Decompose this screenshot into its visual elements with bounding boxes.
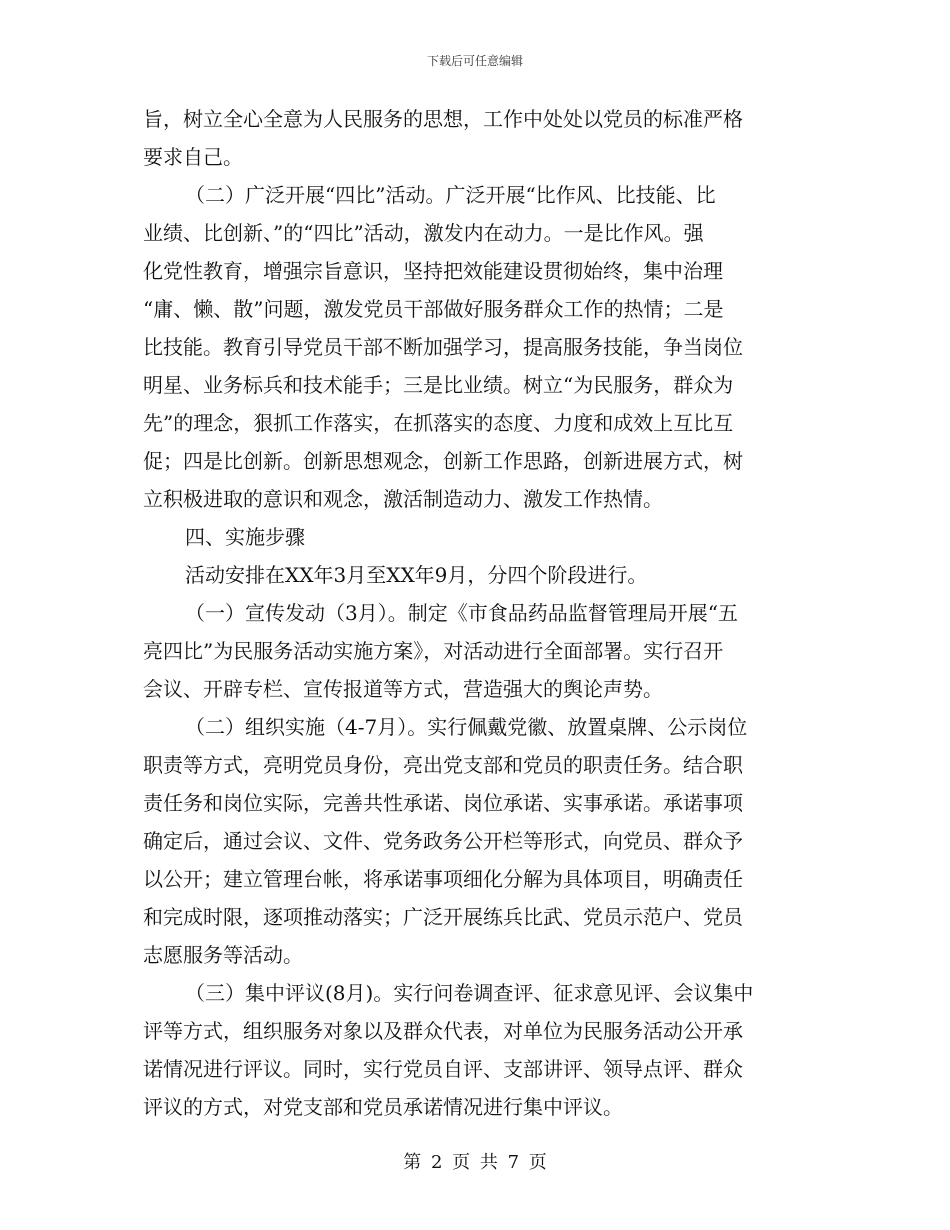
text-line: 明星、业务标兵和技术能手；三是比业绩。树立“为民服务，群众为 <box>143 373 734 397</box>
text-line: （二）广泛开展“四比”活动。广泛开展“比作风、比技能、比 <box>185 183 716 207</box>
text-line: 和完成时限，逐项推动落实；广泛开展练兵比武、党员示范户、党员 <box>143 905 743 929</box>
text-line: 立积极进取的意识和观念，激活制造动力、激发工作热情。 <box>143 487 663 511</box>
text-line: 活动安排在XX年3月至XX年9月，分四个阶段进行。 <box>185 563 648 587</box>
page-footer: 第 2 页 共 7 页 <box>403 1152 547 1173</box>
text-line: 化党性教育，增强宗旨意识，坚持把效能建设贯彻始终，集中治理 <box>143 259 723 283</box>
text-line: 职责等方式，亮明党员身份，亮出党支部和党员的职责任务。结合职 <box>143 753 743 777</box>
text-line: 要求自己。 <box>143 145 243 169</box>
document-body <box>143 100 811 1126</box>
text-line: 亮四比”为民服务活动实施方案》，对活动进行全面部署。实行召开 <box>143 639 724 663</box>
text-line: 比技能。教育引导党员干部不断加强学习，提高服务技能，争当岗位 <box>143 335 743 359</box>
page-header: 下载后可任意编辑 <box>426 54 523 68</box>
text-line: 评议的方式，对党支部和党员承诺情况进行集中评议。 <box>143 1095 623 1119</box>
text-line: 旨，树立全心全意为人民服务的思想，工作中处处以党员的标准严格 <box>143 107 743 131</box>
text-line: 业绩、比创新、”的“四比”活动，激发内在动力。一是比作风。强 <box>143 221 704 245</box>
text-line: “庸、懒、散”问题，激发党员干部做好服务群众工作的热情；二是 <box>143 297 724 321</box>
text-line: （一）宣传发动（3月）。制定《市食品药品监督管理局开展“五 <box>185 601 738 625</box>
text-line: 以公开；建立管理台帐，将承诺事项细化分解为具体项目，明确责任 <box>143 867 743 891</box>
text-line: 确定后，通过会议、文件、党务政务公开栏等形式，向党员、群众予 <box>143 829 743 853</box>
text-line: （二）组织实施（4-7月）。实行佩戴党徽、放置桌牌、公示岗位 <box>185 715 748 739</box>
text-line: （三）集中评议(8月)。实行问卷调查评、征求意见评、会议集中 <box>185 981 754 1005</box>
text-line: 志愿服务等活动。 <box>143 943 303 967</box>
text-line: 促；四是比创新。创新思想观念，创新工作思路，创新进展方式，树 <box>143 449 743 473</box>
text-line: 先”的理念，狠抓工作落实，在抓落实的态度、力度和成效上互比互 <box>143 411 734 435</box>
text-line: 会议、开辟专栏、宣传报道等方式，营造强大的舆论声势。 <box>143 677 663 701</box>
text-line: 评等方式，组织服务对象以及群众代表，对单位为民服务活动公开承 <box>143 1019 743 1043</box>
text-line: 四、实施步骤 <box>185 525 305 549</box>
text-line: 责任务和岗位实际，完善共性承诺、岗位承诺、实事承诺。承诺事项 <box>143 791 743 815</box>
text-line: 诺情况进行评议。同时，实行党员自评、支部讲评、领导点评、群众 <box>143 1057 743 1081</box>
